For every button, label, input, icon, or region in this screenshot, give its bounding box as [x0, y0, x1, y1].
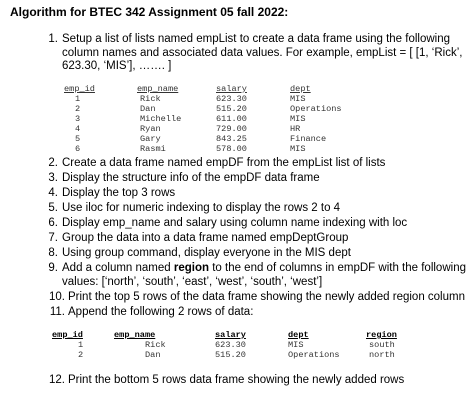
step-number: 10.: [49, 291, 65, 303]
table-cell: south: [369, 340, 395, 350]
step-number: 9.: [48, 262, 58, 274]
table-cell: 2: [75, 104, 81, 114]
table-cell: Operations: [288, 350, 340, 360]
step-6: [38, 217, 468, 231]
table-cell: 515.20: [216, 104, 247, 114]
step-1: [38, 33, 468, 74]
table-header: dept: [290, 84, 311, 94]
step-text: Group the data into a data frame named empDeptGroup: [62, 232, 349, 244]
table-cell: 5: [75, 134, 81, 144]
table-cell: Operations: [290, 104, 342, 114]
step-number: 12.: [49, 374, 65, 386]
step-number: 1.: [48, 33, 58, 45]
step-number: 7.: [48, 232, 58, 244]
step-number: 4.: [48, 187, 58, 199]
table-cell: Rasmi: [140, 144, 166, 154]
table-cell: 6: [75, 144, 81, 154]
step-text: Setup a list of lists named empList to create a data frame using the following column names and associated data values. For example, empList = [ [1, ‘Rick’, 623.30, ‘MIS’], ……. ]: [62, 33, 463, 72]
region-keyword: region: [173, 262, 210, 274]
table-cell: 515.20: [215, 350, 246, 360]
table-cell: north: [369, 350, 395, 360]
step-text: [62, 262, 468, 289]
table-cell: Dan: [145, 350, 161, 360]
step-number: 2.: [48, 157, 58, 169]
table-cell: Rick: [140, 94, 161, 104]
step-12: [38, 374, 468, 388]
table-cell: MIS: [290, 94, 306, 104]
table-cell: 843.25: [216, 134, 247, 144]
step-text: Append the following 2 rows of data:: [68, 306, 254, 318]
table-header: emp_id: [52, 330, 83, 340]
table-cell: 1: [78, 340, 84, 350]
table-cell: 611.00: [216, 114, 247, 124]
step-text: Display the structure info of the empDF data frame: [62, 172, 320, 184]
step-5: [38, 202, 468, 216]
table-cell: 4: [75, 124, 81, 134]
table-header: salary: [216, 84, 247, 94]
step-text: Print the top 5 rows of the data frame showing the newly added region column: [68, 291, 465, 303]
document-title: Algorithm for BTEC 342 Assignment 05 fall 2022:: [10, 5, 289, 19]
table-header: salary: [215, 330, 246, 340]
table-cell: 623.30: [215, 340, 246, 350]
step-3: [38, 172, 468, 186]
table-cell: Finance: [290, 134, 327, 144]
table-cell: MIS: [288, 340, 304, 350]
table-cell: Gary: [140, 134, 161, 144]
table-cell: 2: [78, 350, 84, 360]
step-text-part: Add a column named: [62, 262, 174, 274]
table-header: region: [366, 330, 397, 340]
step-8: [38, 247, 468, 261]
step-9: [38, 262, 468, 289]
table-cell: MIS: [290, 114, 306, 124]
step-number: 3.: [48, 172, 58, 184]
table-cell: Dan: [140, 104, 156, 114]
step-11: [38, 306, 468, 320]
table-cell: 3: [75, 114, 81, 124]
step-2: [38, 157, 468, 171]
table-cell: MIS: [290, 144, 306, 154]
step-text-part: to the end of columns in empDF with the following values: [‘north’, ‘south’, ‘east’, ‘west’, ‘south’, ‘west’]: [62, 262, 466, 288]
table-cell: Rick: [145, 340, 166, 350]
step-number: 11.: [49, 306, 65, 318]
step-4: [38, 187, 468, 201]
table-cell: 1: [75, 94, 81, 104]
step-text: Use iloc for numeric indexing to display the rows 2 to 4: [62, 202, 341, 214]
table-cell: Michelle: [140, 114, 182, 124]
step-text: Display the top 3 rows: [62, 187, 176, 199]
step-number: 5.: [48, 202, 58, 214]
table-cell: 578.00: [216, 144, 247, 154]
table-header: dept: [288, 330, 309, 340]
table-header: emp_name: [114, 330, 156, 340]
step-text: Create a data frame named empDF from the empList list of lists: [62, 157, 386, 169]
step-number: 6.: [48, 217, 58, 229]
table-cell: 729.00: [216, 124, 247, 134]
step-text: Using group command, display everyone in the MIS dept: [62, 247, 351, 259]
step-7: [38, 232, 468, 246]
step-number: 8.: [48, 247, 58, 259]
table-header: emp_id: [64, 84, 95, 94]
table-header: emp_name: [137, 84, 179, 94]
step-10: [38, 291, 468, 305]
table-cell: 623.30: [216, 94, 247, 104]
step-text: Display emp_name and salary using column name indexing with loc: [62, 217, 408, 229]
table-cell: HR: [290, 124, 301, 134]
step-text: Print the bottom 5 rows data frame showing the newly added rows: [68, 374, 405, 386]
table-cell: Ryan: [140, 124, 161, 134]
